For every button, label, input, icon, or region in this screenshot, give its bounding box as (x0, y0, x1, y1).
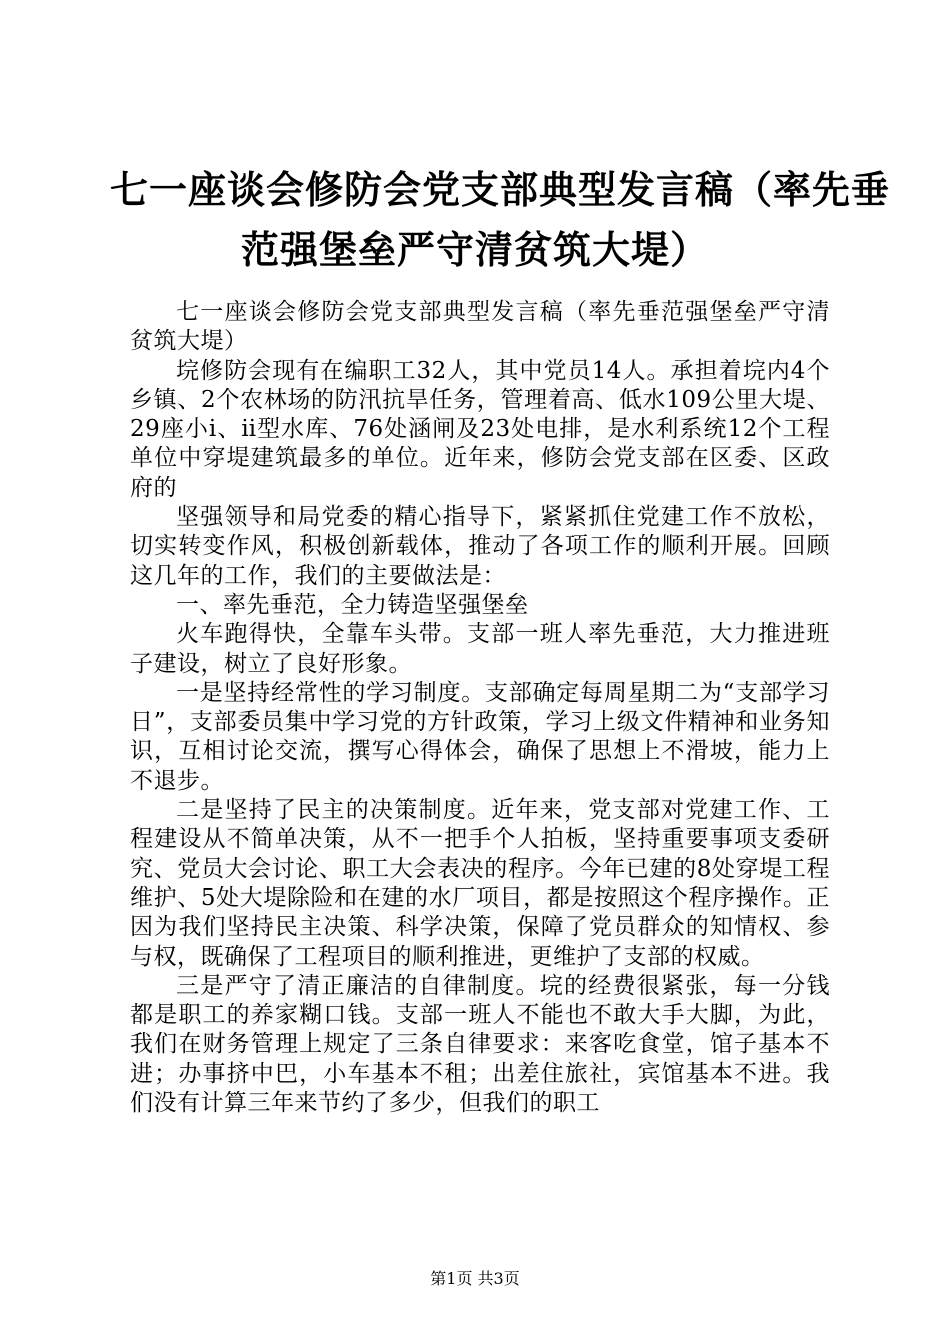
title-line-2: 范强堡垒严守清贫筑大堤） (240, 227, 709, 272)
document-body (130, 298, 830, 1118)
document-title (110, 160, 891, 280)
paragraph-intro: 垸修防会现有在编职工32人，其中党员14人。承担着垸内4个乡镇、2个农林场的防汛抗旱任务，管理着高、低水109公里大堤、29座小ⅰ、ⅱ型水库、76处涵闸及23处电排，是水利系统12个工程单位中穿堤建筑最多的单位。近年来，修防会党支部在区委、区政府的 (130, 357, 830, 501)
paragraph-point-2: 二是坚持了民主的决策制度。近年来，党支部对党建工作、工程建设从不简单决策，从不一把手个人拍板，坚持重要事项支委研究、党员大会讨论、职工大会表决的程序。今年已建的8处穿堤工程维护、5处大堤除险和在建的水厂项目，都是按照这个程序操作。正因为我们坚持民主决策、科学决策，保障了党员群众的知情权、参与权，既确保了工程项目的顺利推进，更维护了支部的权威。 (130, 797, 830, 970)
paragraph-leadership: 坚强领导和局党委的精心指导下，紧紧抓住党建工作不放松，切实转变作风，积极创新载体，推动了各项工作的顺利开展。回顾这几年的工作，我们的主要做法是： (130, 504, 830, 589)
paragraph-point-1: 一是坚持经常性的学习制度。支部确定每周星期二为“支部学习日”，支部委员集中学习党的方针政策，学习上级文件精神和业务知识，互相讨论交流，撰写心得体会，确保了思想上不滑坡，能力上不退步。 (130, 679, 830, 794)
paragraph-subtitle: 七一座谈会修防会党支部典型发言稿（率先垂范强堡垒严守清贫筑大堤） (130, 299, 830, 355)
section-heading-1: 一、率先垂范，全力铸造坚强堡垒 (176, 591, 529, 618)
paragraph-train: 火车跑得快，全靠车头带。支部一班人率先垂范，大力推进班子建设，树立了良好形象。 (130, 621, 830, 677)
title-line-1: 七一座谈会修防会党支部典型发言稿（率先垂 (110, 167, 891, 212)
page-number: 第1页 共3页 (430, 1269, 520, 1288)
paragraph-point-3: 三是严守了清正廉洁的自律制度。垸的经费很紧张，每一分钱都是职工的养家糊口钱。支部一班人不能也不敢大手大脚，为此，我们在财务管理上规定了三条自律要求：来客吃食堂，馆子基本不进；办事挤中巴，小车基本不租；出差住旅社，宾馆基本不进。我们没有计算三年来节约了多少，但我们的职工 (130, 972, 830, 1117)
